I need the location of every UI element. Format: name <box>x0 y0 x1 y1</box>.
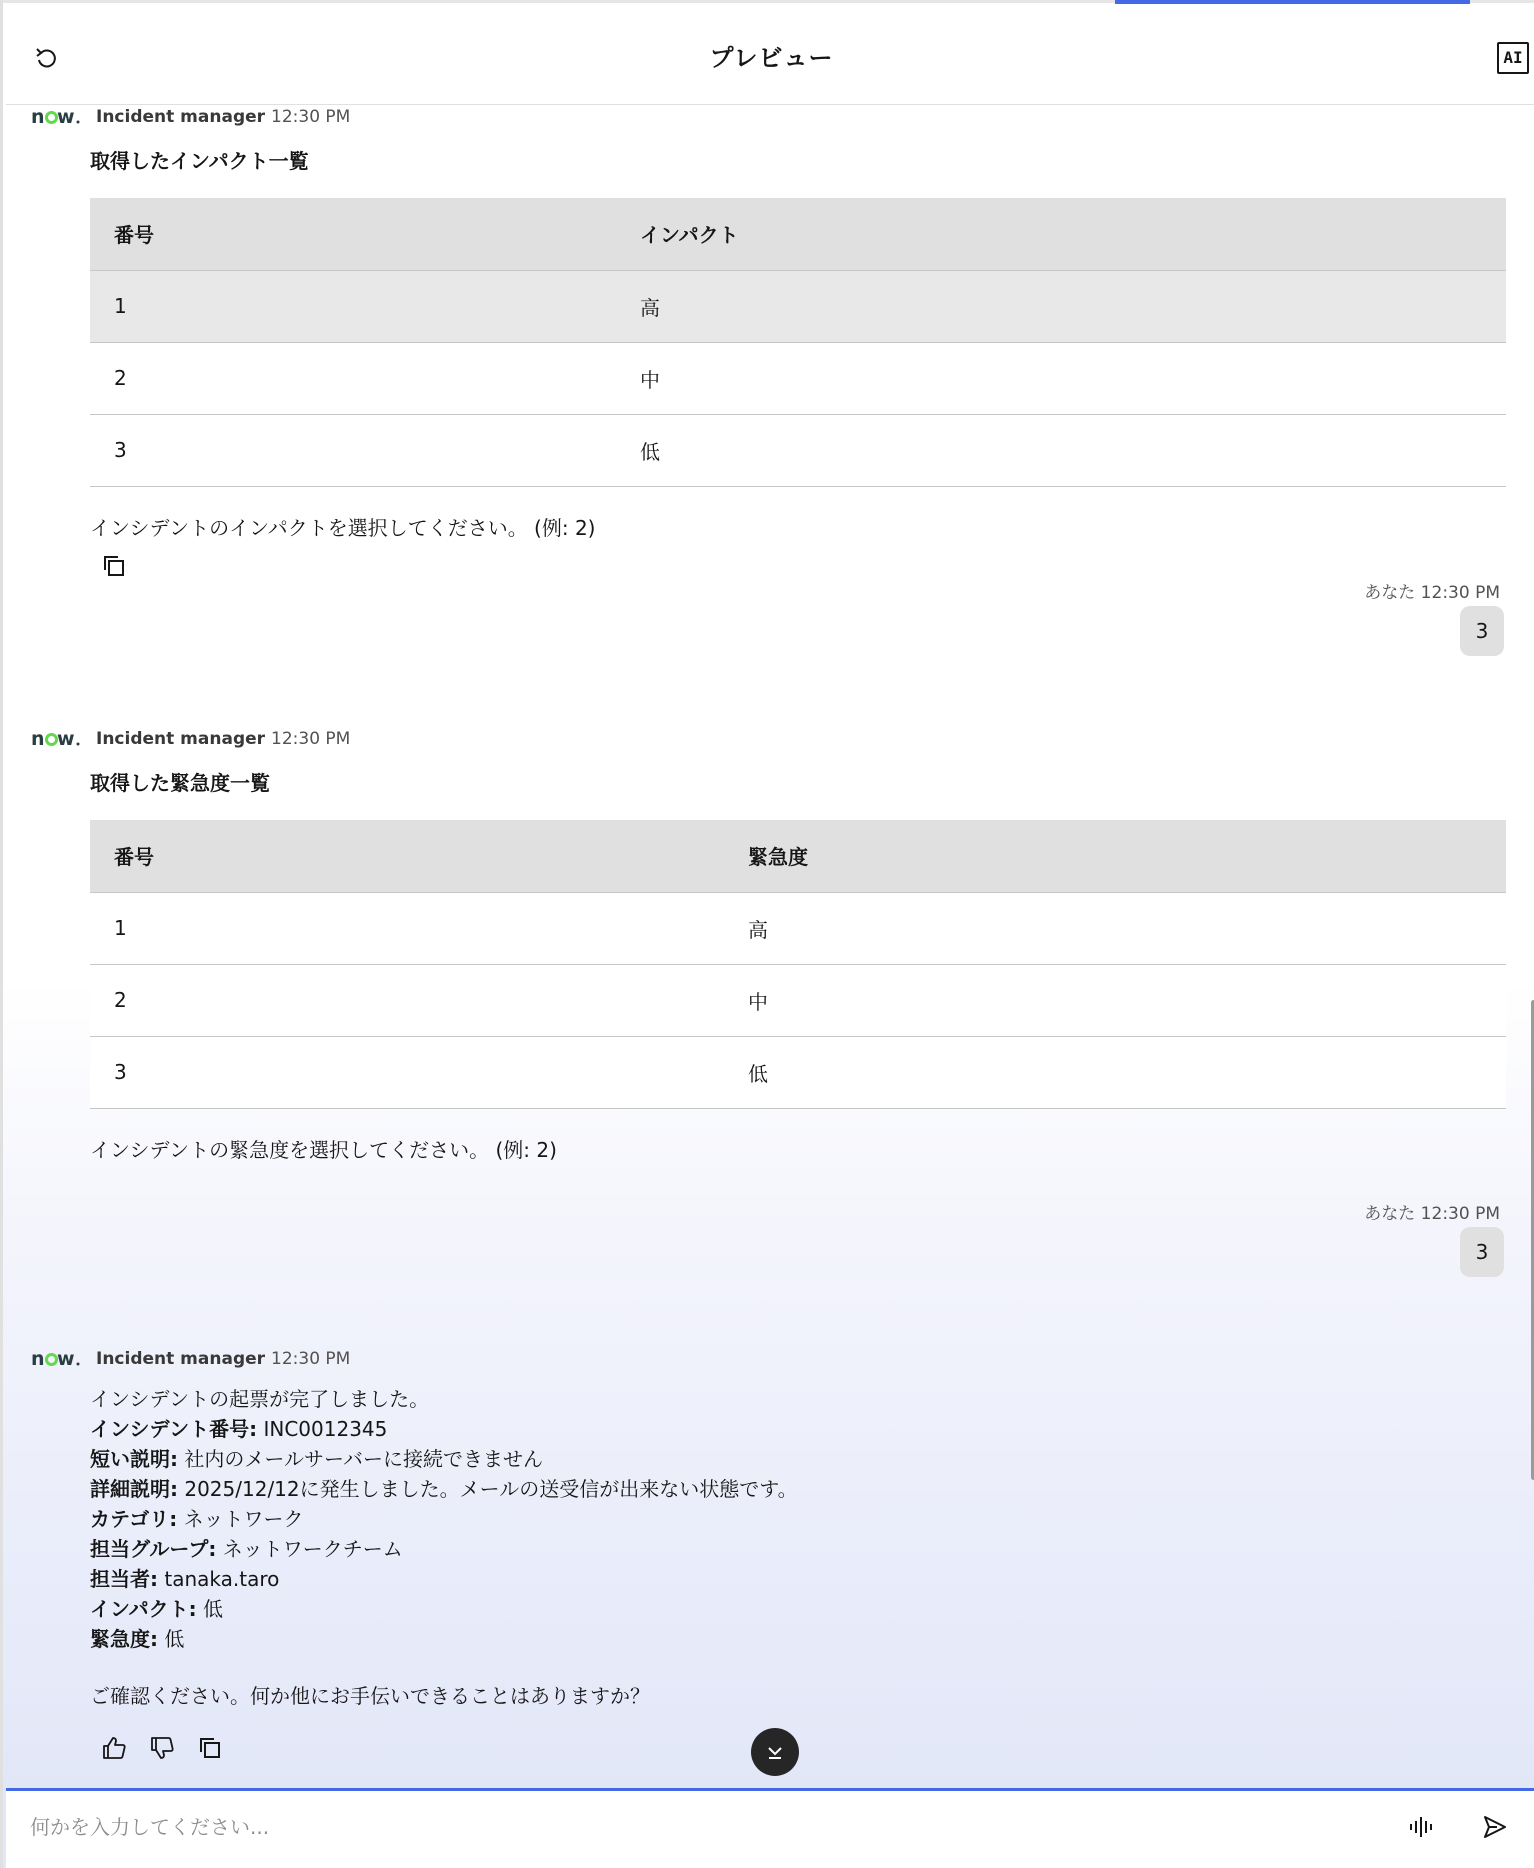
table-cell: 1 <box>90 270 616 342</box>
table-row[interactable] <box>90 892 1506 964</box>
message-header <box>31 726 350 752</box>
chevron-down-icon <box>763 1740 787 1764</box>
message-header <box>31 104 350 130</box>
field-value: INC0012345 <box>263 1417 388 1441</box>
field-row <box>90 1594 798 1624</box>
table-cell: 2 <box>90 964 724 1036</box>
svg-text:w: w <box>57 106 75 128</box>
field-value: 社内のメールサーバーに接続できません <box>184 1447 543 1471</box>
field-row <box>90 1564 798 1594</box>
message-time: 12:30 PM <box>271 1349 351 1369</box>
copy-icon[interactable] <box>100 552 128 580</box>
field-value: tanaka.taro <box>164 1567 280 1591</box>
sender-name: Incident manager <box>96 107 266 127</box>
svg-text:w: w <box>57 728 75 750</box>
field-row <box>90 1534 798 1564</box>
message-composer <box>6 1788 1534 1868</box>
message-header <box>31 1346 350 1372</box>
urgency-table <box>90 820 1506 1109</box>
message-prompt: インシデントのインパクトを選択してください。 (例: 2) <box>90 516 596 540</box>
scroll-to-bottom-button[interactable] <box>751 1728 799 1776</box>
user-message-bubble: 3 <box>1460 1227 1504 1277</box>
table-cell: 3 <box>90 414 616 486</box>
column-header: インパクト <box>616 198 1506 270</box>
table-cell: 低 <box>724 1036 1506 1108</box>
svg-text:n: n <box>31 106 45 128</box>
column-header: 番号 <box>90 820 724 892</box>
message-time: 12:30 PM <box>271 729 351 749</box>
message-time: 12:30 PM <box>271 107 351 127</box>
field-label: 担当者: <box>90 1567 158 1591</box>
thumbs-down-icon[interactable] <box>148 1734 176 1762</box>
field-value: ネットワーク <box>183 1507 304 1531</box>
table-row[interactable] <box>90 342 1506 414</box>
table-cell: 高 <box>616 270 1506 342</box>
closing-text: ご確認ください。何か他にお手伝いできることはありますか？ <box>90 1684 650 1708</box>
field-label: インシデント番号: <box>90 1417 258 1441</box>
field-value: ネットワークチーム <box>222 1537 403 1561</box>
field-label: カテゴリ: <box>90 1507 178 1531</box>
now-logo <box>31 728 81 750</box>
message-input[interactable] <box>30 1807 1330 1847</box>
preview-header <box>6 4 1534 105</box>
message-heading: 取得したインパクト一覧 <box>90 149 309 173</box>
message-prompt: インシデントの緊急度を選択してください。 (例: 2) <box>90 1138 557 1162</box>
impact-table <box>90 198 1506 487</box>
table-row[interactable] <box>90 414 1506 486</box>
field-row <box>90 1504 798 1534</box>
column-header: 緊急度 <box>724 820 1506 892</box>
user-message-meta: あなた 12:30 PM <box>1364 583 1500 603</box>
field-value: 低 <box>164 1627 185 1651</box>
send-icon[interactable] <box>1481 1813 1509 1841</box>
field-value: 低 <box>202 1597 223 1621</box>
field-row <box>90 1414 798 1444</box>
table-cell: 2 <box>90 342 616 414</box>
table-row[interactable] <box>90 1036 1506 1108</box>
field-label: 担当グループ: <box>90 1537 217 1561</box>
column-header: 番号 <box>90 198 616 270</box>
table-cell: 3 <box>90 1036 724 1108</box>
voice-icon[interactable] <box>1407 1813 1435 1841</box>
incident-summary <box>90 1384 798 1654</box>
table-row[interactable] <box>90 270 1506 342</box>
table-row[interactable] <box>90 964 1506 1036</box>
table-cell: 高 <box>724 892 1506 964</box>
sender-name: Incident manager <box>96 1349 266 1369</box>
field-row <box>90 1624 798 1654</box>
ai-badge[interactable]: AI <box>1497 42 1529 74</box>
field-label: インパクト: <box>90 1597 197 1621</box>
thumbs-up-icon[interactable] <box>100 1734 128 1762</box>
field-label: 詳細説明: <box>90 1477 178 1501</box>
sender-name: Incident manager <box>96 729 266 749</box>
field-row <box>90 1474 798 1504</box>
svg-text:n: n <box>31 728 45 750</box>
now-logo <box>31 106 81 128</box>
now-logo <box>31 1348 81 1370</box>
table-cell: 1 <box>90 892 724 964</box>
page-title: プレビュー <box>709 44 834 72</box>
field-label: 短い説明: <box>90 1447 178 1471</box>
summary-intro: インシデントの起票が完了しました。 <box>90 1387 430 1411</box>
svg-text:w: w <box>57 1348 75 1370</box>
copy-icon[interactable] <box>196 1734 224 1762</box>
field-value: 2025/12/12に発生しました。メールの送受信が出来ない状態です。 <box>184 1477 798 1501</box>
table-cell: 中 <box>616 342 1506 414</box>
table-cell: 低 <box>616 414 1506 486</box>
user-message-meta: あなた 12:30 PM <box>1364 1204 1500 1224</box>
table-cell: 中 <box>724 964 1506 1036</box>
field-row <box>90 1444 798 1474</box>
user-message-bubble: 3 <box>1460 606 1504 656</box>
svg-text:n: n <box>31 1348 45 1370</box>
message-heading: 取得した緊急度一覧 <box>90 771 270 795</box>
field-label: 緊急度: <box>90 1627 158 1651</box>
